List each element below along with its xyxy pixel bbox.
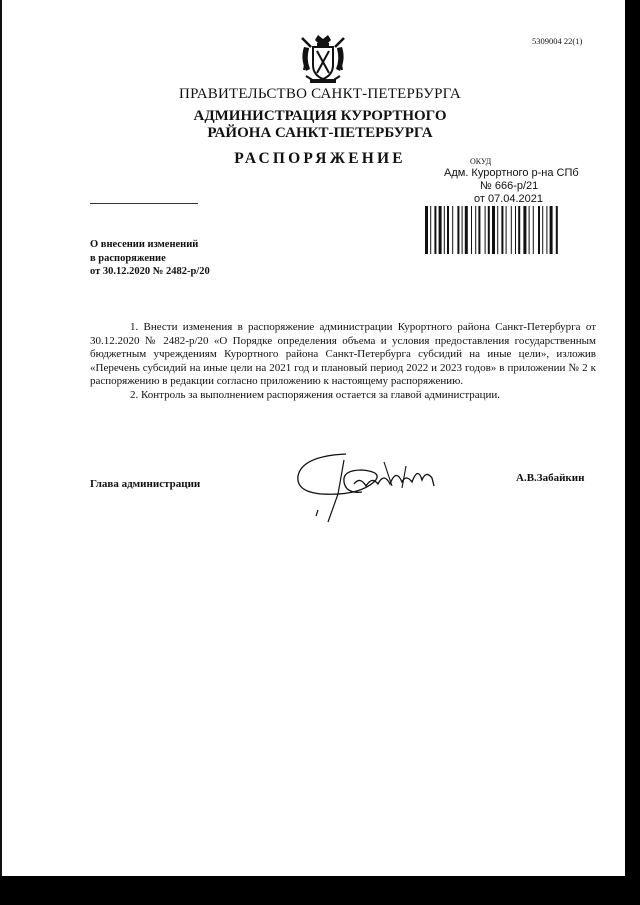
body-paragraph-1: 1. Внести изменения в распоряжение администрации Курортного района Санкт-Петербурга от 30.12.2020 № 2482-р/20 «О Порядке определения объема и условия предоставления государственным бюджетным учреждениям Курортного района Санкт-Петербурга субсидий на иные цели», изложив «Перечень субсидий на иные цели на 2021 год и плановый период 2022 и 2023 годов» в приложении № 2 к распоряжению в редакции согласно приложению к настоящему распоряжению. <box>90 321 596 388</box>
subject-heading <box>90 238 210 279</box>
administration-title-line2: РАЙОНА САНКТ-ПЕТЕРБУРГА <box>207 125 433 141</box>
subject-line3: от 30.12.2020 № 2482-р/20 <box>90 266 210 277</box>
date-number-line <box>90 203 198 204</box>
stamp-line-number: № 666-р/21 <box>480 180 539 192</box>
signatory-name: А.В.Забайкин <box>516 472 585 484</box>
administration-title <box>150 108 490 142</box>
subject-line1: О внесении изменений <box>90 239 199 250</box>
document-code: 5309004 22(1) <box>532 36 583 46</box>
administration-title-line1: АДМИНИСТРАЦИЯ КУРОРТНОГО <box>193 108 447 124</box>
scan-edge-left <box>0 0 2 905</box>
stamp-line-organization: Адм. Курортного р-на СПб <box>444 167 579 179</box>
body-paragraph-2: 2. Контроль за выполнением распоряжения остается за главой администрации. <box>130 388 501 401</box>
document-type: РАСПОРЯЖЕНИЕ <box>234 150 406 167</box>
signatory-title: Глава администрации <box>90 478 201 490</box>
scan-edge-right <box>625 0 640 905</box>
handwritten-signature <box>288 448 444 528</box>
okud-label: ОКУД <box>470 157 492 166</box>
coat-of-arms-emblem <box>298 34 348 86</box>
stamp-line-date: от 07.04.2021 <box>474 193 544 205</box>
scan-edge-bottom <box>0 876 640 905</box>
government-title: ПРАВИТЕЛЬСТВО САНКТ-ПЕТЕРБУРГА <box>179 86 461 102</box>
document-body <box>90 321 596 403</box>
barcode <box>425 206 597 254</box>
subject-line2: в распоряжение <box>90 252 166 264</box>
